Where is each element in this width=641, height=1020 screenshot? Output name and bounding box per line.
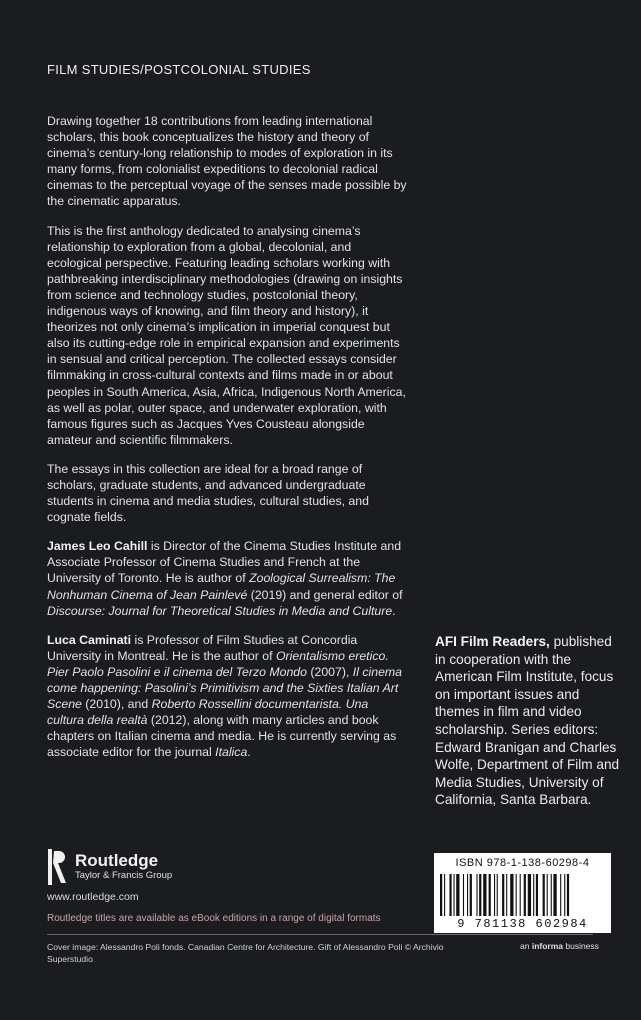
informa-prefix: an	[520, 941, 532, 951]
series-description	[435, 633, 620, 809]
divider	[47, 934, 593, 935]
description-paragraph-2: This is the first anthology dedicated to analysing cinema’s relationship to exploration from a global, decolonial, and ecological perspective. Featuring leading scholars working with pathbreaking interdisciplinary methodologies (drawing on insights from science and technology studies, postcolonial theory, indigenous ways of knowing, and film theory and history), it theorizes not only cinema’s implication in imperial conquest but also its cutting-edge role in empirical expansion and experiments in sensual and critical perception. The collected essays consider filmmaking in cross-cultural contexts and films made in or about peoples in South America, Asia, Africa, Indigenous North America, as well as polar, outer space, and underwater exploration, with famous figures such as Jacques Yves Cousteau alongside amateur and scientific filmmakers.	[47, 223, 406, 447]
barcode-bar	[533, 874, 534, 916]
bio-text: (2010), and	[81, 697, 152, 712]
book-title: Roberto Rossellini documentarista. Una cultura della realtà	[47, 697, 369, 728]
barcode-bar	[479, 874, 481, 916]
bio-text: .	[392, 603, 396, 618]
editor-bio-caminati	[47, 632, 407, 761]
barcode-bar	[470, 874, 472, 916]
publisher-logo	[47, 848, 172, 886]
book-title: Il cinema come happening: Pasolini’s Primitivism and the Sixties Italian Art Scene	[47, 664, 402, 712]
bio-text: (2019) and general editor of	[247, 587, 403, 602]
isbn-number: ISBN 978-1-138-60298-4	[455, 857, 590, 869]
barcode-bar	[456, 874, 459, 916]
bio-text: (2007),	[306, 664, 353, 679]
barcode-bar	[551, 874, 552, 916]
barcode-bar	[564, 874, 565, 916]
barcode-bar	[528, 874, 531, 916]
routledge-logo-icon	[47, 848, 69, 886]
editor-name: Luca Caminati	[47, 632, 132, 647]
series-name: AFI Film Readers,	[435, 634, 550, 649]
barcode-bar	[510, 874, 513, 916]
journal-title: Italica	[215, 745, 248, 760]
barcode-bar	[463, 874, 464, 916]
informa-suffix: business	[563, 941, 599, 951]
barcode-bar	[444, 874, 445, 916]
barcode-bar	[560, 874, 561, 916]
back-cover-text	[47, 113, 407, 773]
bio-text: (2012), along with many articles and book chapters on Italian cinema and media. He is currently serving as associate editor for the journal	[47, 713, 397, 760]
barcode-bar	[489, 874, 491, 916]
barcode-bar	[449, 874, 451, 916]
cover-credit: Cover image: Alessandro Poli fonds. Canadian Centre for Architecture. Gift of Alessandro Poli © Archivio Superstudio	[47, 942, 444, 964]
bio-text: is Director of the Cinema Studies Institute and Associate Professor of Cinema Studies and French at the University of Toronto. He is author of	[47, 539, 402, 586]
barcode-bar	[520, 874, 521, 916]
series-text: published in cooperation with the American Film Institute, focus on important issues and themes in film and video scholarship. Series editors: Edward Branigan and Charles Wolfe, Department of Film and Media Studies, University of California, Santa Barbara.	[435, 634, 620, 808]
barcode-bar	[536, 874, 538, 916]
barcode-bar	[467, 874, 468, 916]
informa-business	[520, 941, 599, 951]
barcode-bar	[483, 874, 486, 916]
bio-text: is Professor of Film Studies at Concordia University in Montreal. He is the author of	[47, 632, 358, 663]
barcode-digits: 9 781138 602984	[457, 917, 588, 931]
ebook-note: Routledge titles are available as eBook editions in a range of digital formats	[47, 913, 381, 924]
barcode-bar	[524, 874, 526, 916]
publisher-url[interactable]: www.routledge.com	[47, 891, 139, 903]
isbn-barcode	[434, 853, 611, 933]
journal-title: Discourse: Journal for Theoretical Studies in Media and Culture	[47, 603, 393, 618]
editor-bio-cahill	[47, 538, 407, 618]
publisher-group: Taylor & Francis Group	[75, 870, 173, 881]
book-title: Orientalismo eretico. Pier Paolo Pasolini e il cinema del Terzo Mondo	[47, 648, 389, 679]
barcode-bar	[506, 874, 507, 916]
informa-brand: informa	[531, 941, 563, 951]
barcode-bar	[516, 874, 517, 916]
barcode-bar	[494, 874, 495, 916]
editor-name: James Leo Cahill	[47, 539, 148, 554]
barcode-bar	[567, 874, 569, 916]
barcode-bar	[553, 874, 556, 916]
barcode-bars-icon	[440, 874, 605, 916]
publisher-name: Routledge	[75, 851, 159, 870]
bio-text: .	[247, 745, 251, 760]
barcode-bar	[454, 874, 455, 916]
barcode-bar	[476, 874, 477, 916]
barcode-bar	[440, 874, 442, 916]
barcode-bar	[547, 874, 548, 916]
category-label: FILM STUDIES/POSTCOLONIAL STUDIES	[47, 62, 311, 77]
description-paragraph-1: Drawing together 18 contributions from leading international scholars, this book conceptualizes the history and theory of cinema’s century-long relationship to modes of exploration in its many forms, from colonialist expeditions to decolonial radical cinemas to the perceptual voyage of the senses made possible by the cinematic apparatus.	[47, 114, 407, 209]
book-title: Zoological Surrealism: The Nonhuman Cinema of Jean Painlevé	[47, 571, 396, 602]
description-paragraph-3: The essays in this collection are ideal for a broad range of scholars, graduate students, and advanced undergraduate students in cinema and media studies, cultural studies, and cognate fields.	[47, 461, 369, 525]
barcode-bar	[543, 874, 545, 916]
barcode-bar	[497, 874, 498, 916]
barcode-bar	[502, 874, 504, 916]
